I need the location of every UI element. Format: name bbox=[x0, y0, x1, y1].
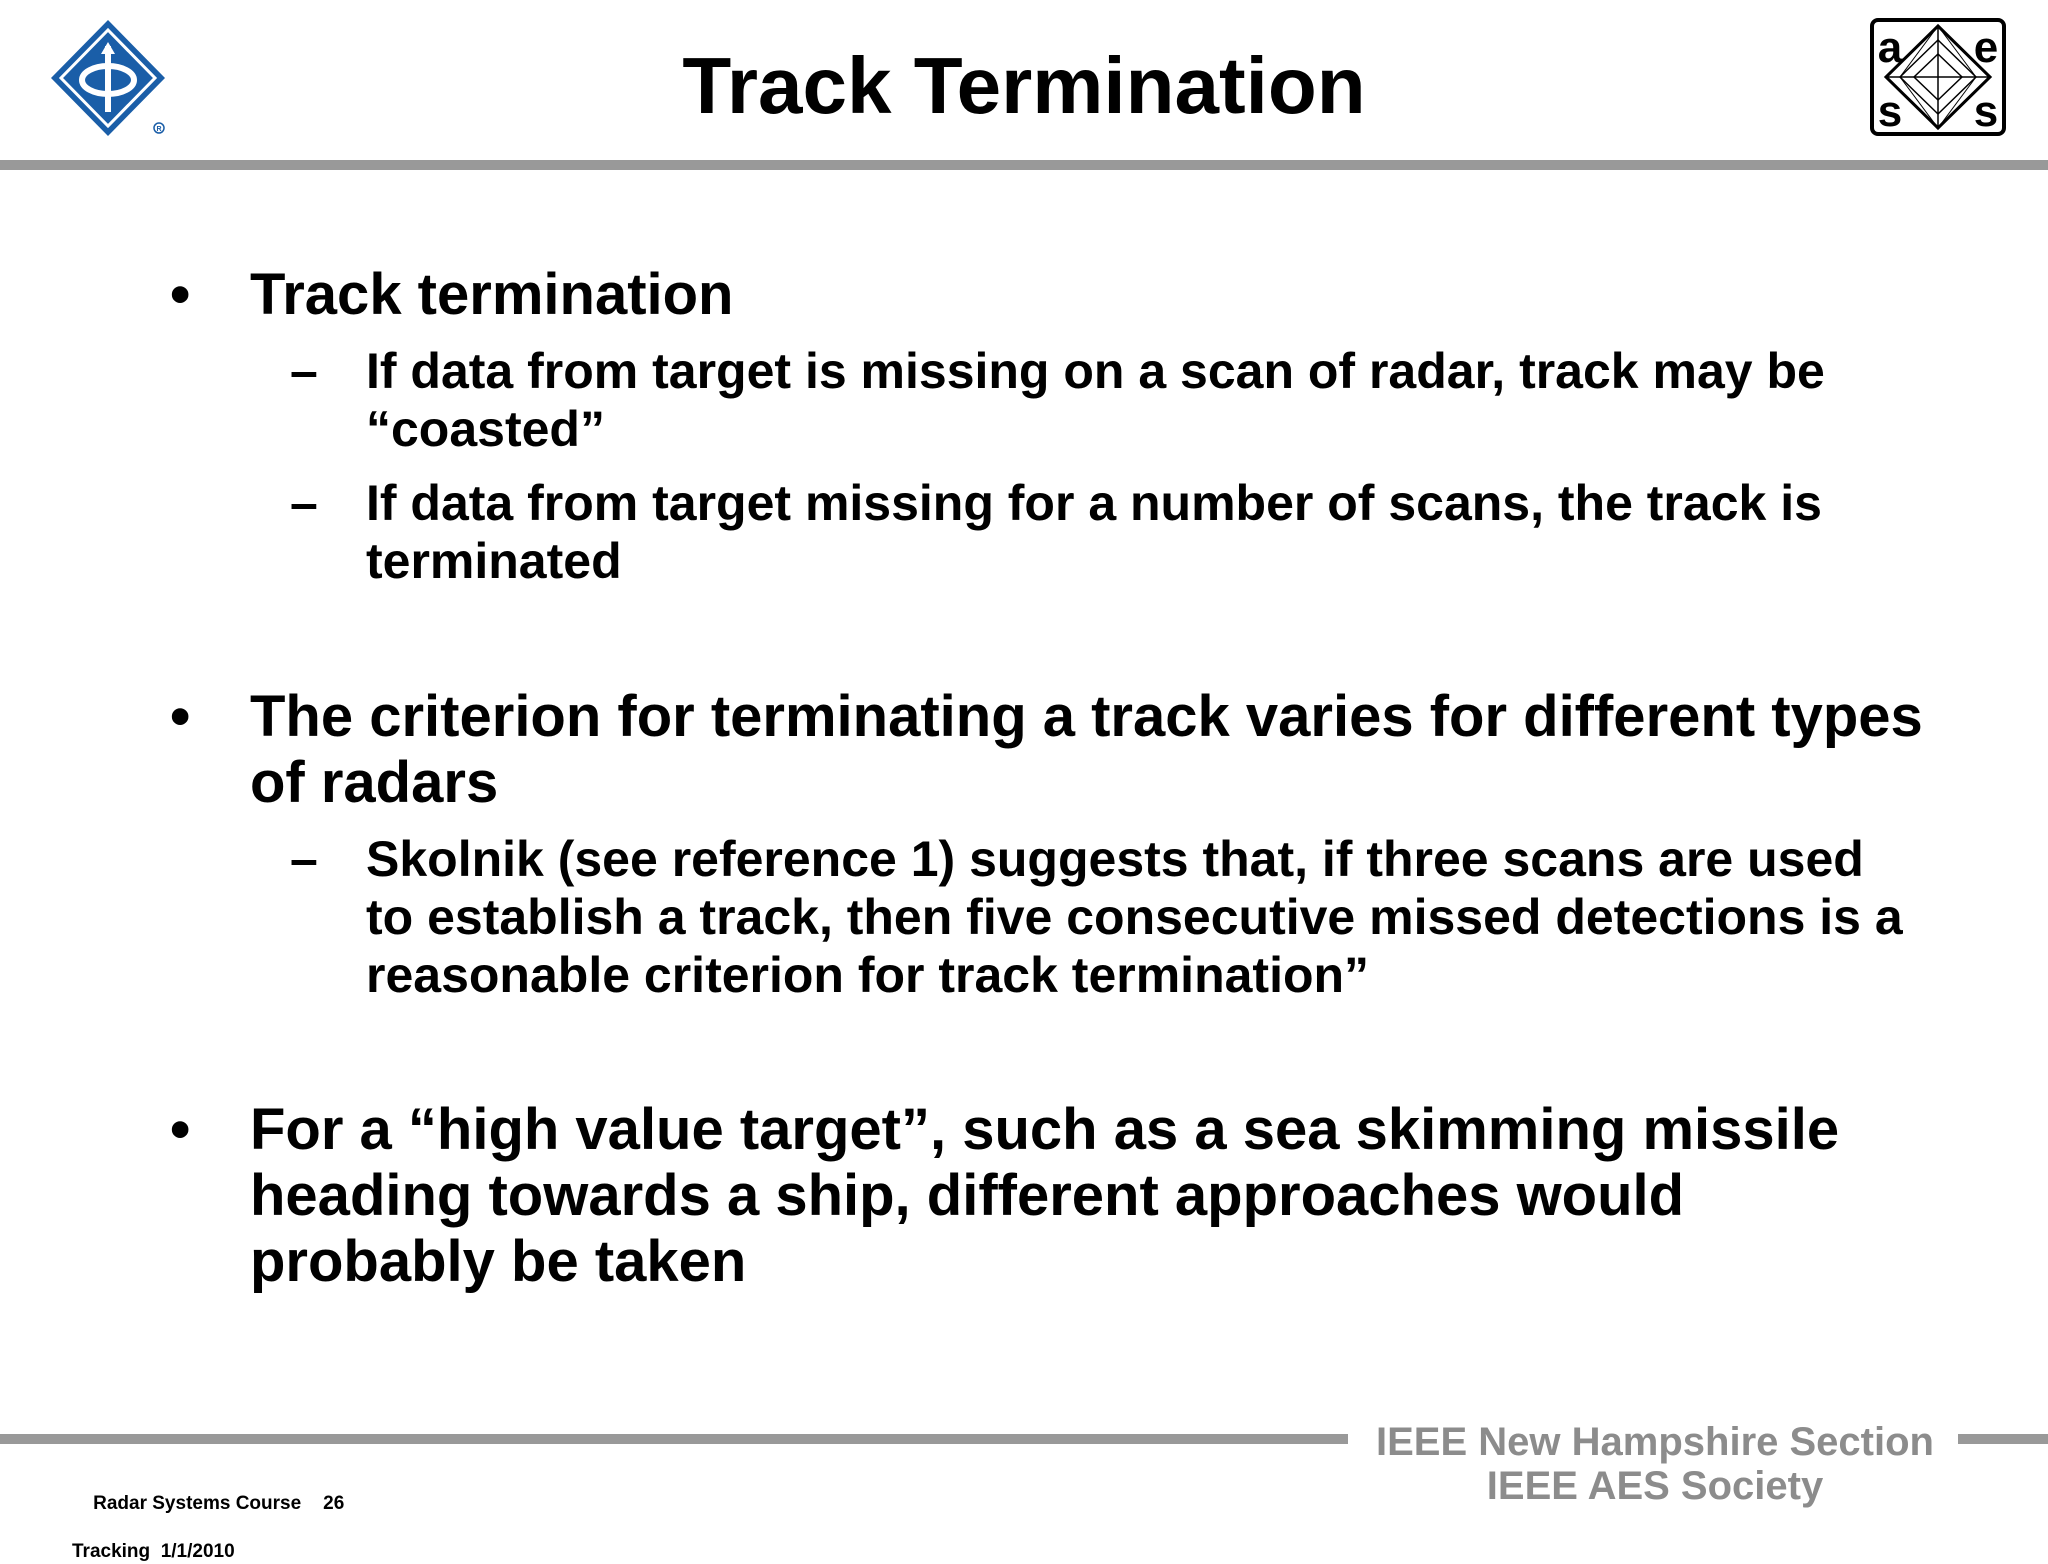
bullet-marker: • bbox=[170, 684, 191, 749]
footer-society-name: IEEE AES Society bbox=[1486, 1464, 1824, 1508]
bullet-1-sub-2: If data from target missing for a number of scans, the track is terminated bbox=[366, 475, 1822, 589]
aes-logo-letter-s-right: s bbox=[1973, 87, 1999, 136]
page-number: 26 bbox=[323, 1493, 345, 1514]
bottom-divider-left bbox=[0, 1434, 1348, 1444]
bullet-marker: • bbox=[170, 262, 191, 327]
sub-marker: – bbox=[290, 343, 318, 399]
bullet-3: For a “high value target”, such as a sea skimming missile heading towards a ship, different approaches would probably be taken bbox=[250, 1097, 1840, 1294]
aes-logo-letter-e: e bbox=[1973, 23, 1999, 72]
slide-title: Track Termination bbox=[682, 41, 1366, 130]
sub-marker: – bbox=[290, 475, 318, 531]
bullet-2-sub-1: Skolnik (see reference 1) suggests that, if three scans are used to establish a track, then five consecutive missed detections is a reasonable criterion for track termination” bbox=[366, 831, 1903, 1003]
bullet-1: Track termination bbox=[250, 262, 734, 327]
bullet-marker: • bbox=[170, 1097, 191, 1162]
svg-text:R: R bbox=[156, 126, 162, 133]
footer-course-name: Radar Systems Course bbox=[93, 1493, 302, 1514]
bullet-1-sub-1: If data from target is missing on a scan of radar, track may be “coasted” bbox=[366, 343, 1825, 457]
footer-course-info bbox=[72, 1468, 344, 1564]
bottom-divider-right bbox=[1958, 1434, 2048, 1444]
bullet-2: The criterion for terminating a track varies for different types of radars bbox=[250, 684, 1923, 815]
aes-logo-letter-a: a bbox=[1877, 23, 1903, 72]
aes-logo-letter-s-left: s bbox=[1877, 87, 1903, 136]
footer-section-name: IEEE New Hampshire Section bbox=[1376, 1420, 1934, 1464]
sub-marker: – bbox=[290, 831, 318, 887]
footer-topic-date: Tracking 1/1/2010 bbox=[72, 1541, 235, 1562]
